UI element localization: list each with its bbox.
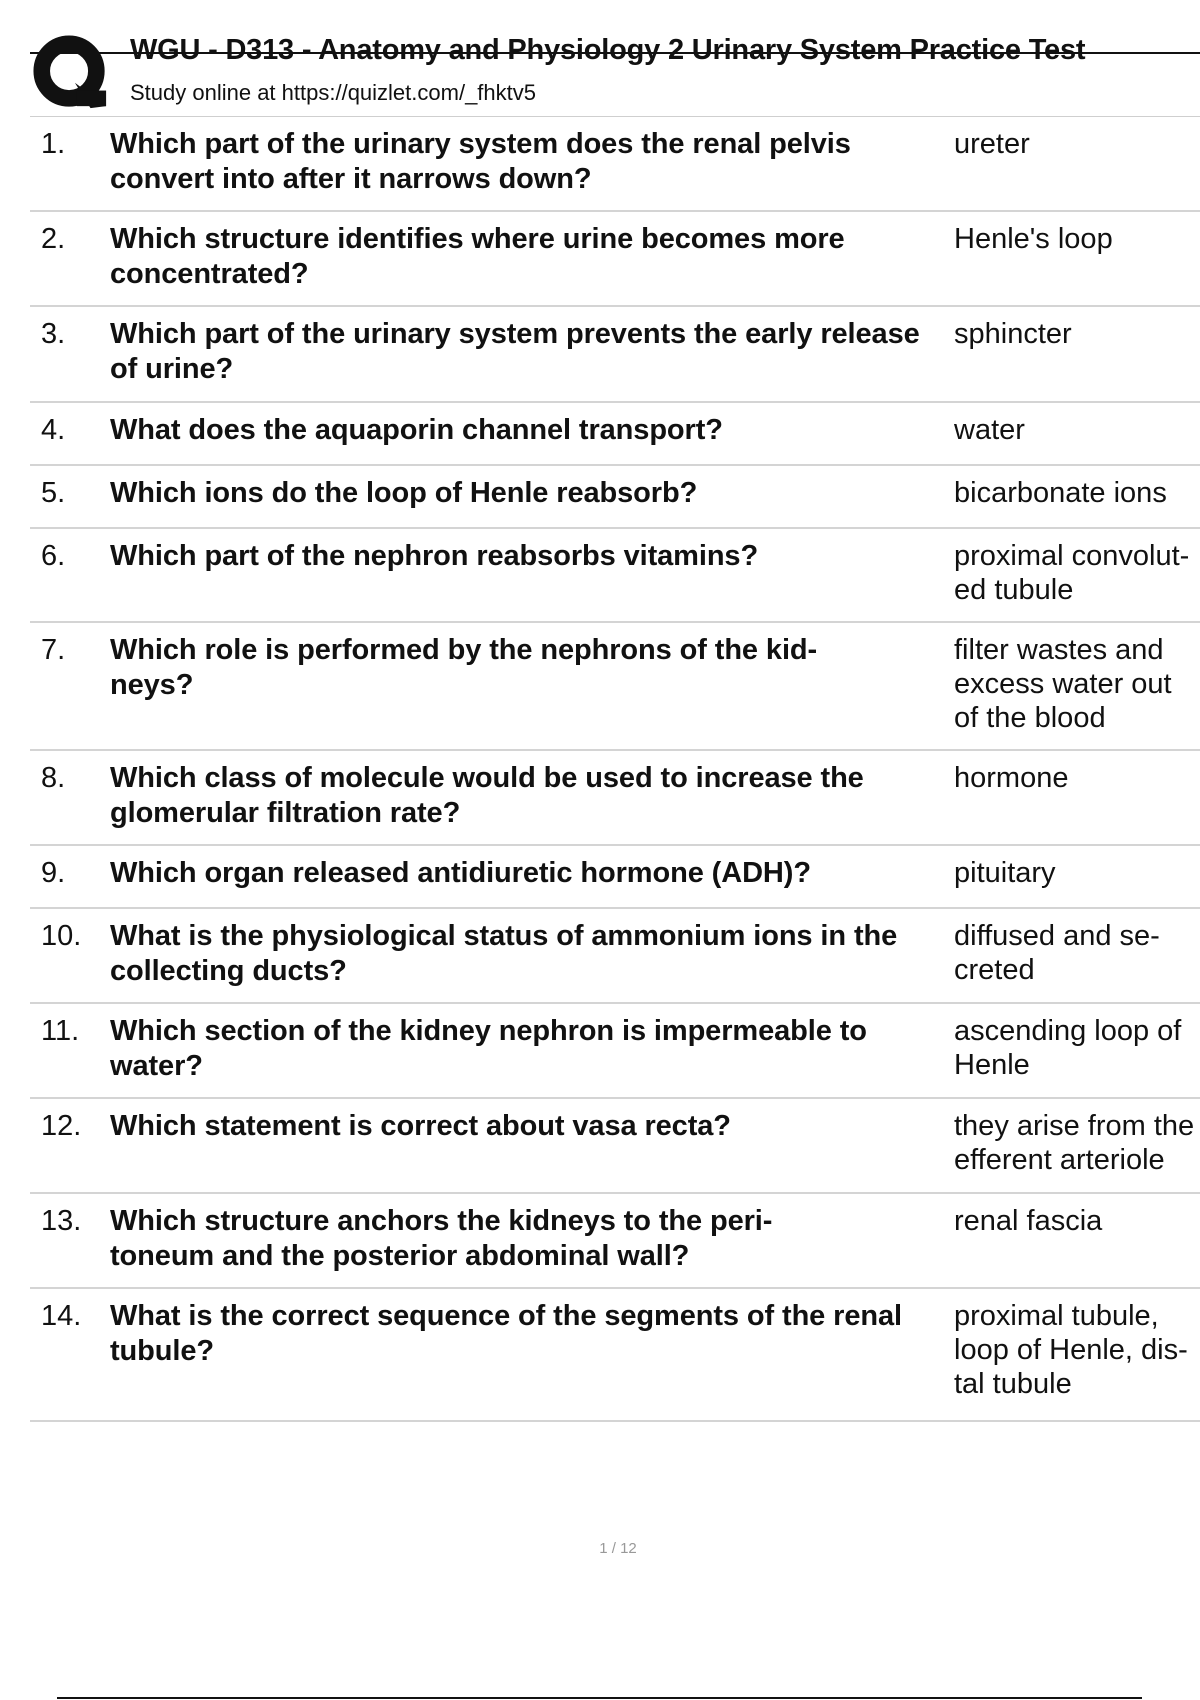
qa-row — [30, 1099, 1200, 1194]
qa-row — [30, 751, 1200, 846]
question-text: What is the correct sequence of the segments of the renal tubule? — [110, 1300, 902, 1367]
question-text: Which structure anchors the kidneys to the peri- toneum and the posterior abdominal wall? — [110, 1205, 773, 1272]
answer-text: ascending loop of Henle — [954, 1015, 1182, 1081]
question-number: 13. — [41, 1205, 82, 1237]
document-header — [30, 34, 1200, 116]
question-text: Which organ released antidiuretic hormone (ADH)? — [110, 857, 811, 889]
question-text: Which statement is correct about vasa recta? — [110, 1110, 731, 1142]
question-text: Which structure identifies where urine becomes more concentrated? — [110, 223, 845, 290]
question-number: 2. — [41, 223, 66, 255]
answer-text: water — [954, 414, 1025, 446]
qa-row — [30, 1194, 1200, 1289]
qa-row — [30, 1004, 1200, 1099]
question-text: Which part of the urinary system prevents the early release of urine? — [110, 318, 920, 385]
answer-text: filter wastes and excess water out of the blood — [954, 634, 1172, 734]
question-number: 9. — [41, 857, 66, 889]
question-number: 1. — [41, 128, 66, 160]
answer-text: hormone — [954, 762, 1069, 794]
qa-row — [30, 846, 1200, 909]
qa-row — [30, 623, 1200, 751]
answer-text: bicarbonate ions — [954, 477, 1167, 509]
answer-text: Henle's loop — [954, 223, 1113, 255]
question-number: 4. — [41, 414, 66, 446]
question-text: Which part of the nephron reabsorbs vitamins? — [110, 540, 759, 572]
answer-text: pituitary — [954, 857, 1056, 889]
question-text: Which role is performed by the nephrons of the kid- neys? — [110, 634, 818, 701]
answer-text: proximal convolut- ed tubule — [954, 540, 1190, 606]
page-number: 1 / 12 — [599, 1540, 637, 1557]
question-text: Which section of the kidney nephron is impermeable to water? — [110, 1015, 867, 1082]
question-number: 11. — [41, 1015, 80, 1047]
qa-row — [30, 1289, 1200, 1422]
question-number: 5. — [41, 477, 66, 509]
qa-row — [30, 466, 1200, 529]
answer-text: renal fascia — [954, 1205, 1103, 1237]
question-number: 12. — [41, 1110, 82, 1142]
question-text: What does the aquaporin channel transport? — [110, 414, 723, 446]
question-number: 8. — [41, 762, 66, 794]
question-number: 10. — [41, 920, 82, 952]
qa-row — [30, 307, 1200, 403]
qa-row — [30, 909, 1200, 1004]
answer-text: diffused and se- creted — [954, 920, 1160, 986]
question-number: 3. — [41, 318, 66, 350]
question-text: Which class of molecule would be used to increase the glomerular filtration rate? — [110, 762, 864, 829]
question-text: What is the physiological status of ammonium ions in the collecting ducts? — [110, 920, 898, 987]
qa-row — [30, 117, 1200, 212]
document-subtitle: Study online at https://quizlet.com/_fhktv5 — [130, 80, 537, 105]
question-number: 14. — [41, 1300, 82, 1332]
question-text: Which ions do the loop of Henle reabsorb? — [110, 477, 698, 509]
quizlet-q-logo-icon — [32, 34, 110, 112]
question-number: 6. — [41, 540, 66, 572]
answer-text: ureter — [954, 128, 1030, 160]
question-number: 7. — [41, 634, 66, 666]
answer-text: sphincter — [954, 318, 1072, 350]
footer-rule — [57, 1697, 1142, 1699]
answer-text: they arise from the efferent arteriole — [954, 1110, 1195, 1176]
qa-row — [30, 212, 1200, 307]
document-title: WGU - D313 - Anatomy and Physiology 2 Urinary System Practice Test — [130, 34, 1086, 66]
qa-row — [30, 529, 1200, 623]
question-answer-list — [30, 117, 1200, 1422]
question-text: Which part of the urinary system does the renal pelvis convert into after it narrows down? — [110, 128, 851, 195]
qa-row — [30, 403, 1200, 466]
answer-text: proximal tubule, loop of Henle, dis- tal tubule — [954, 1300, 1188, 1400]
